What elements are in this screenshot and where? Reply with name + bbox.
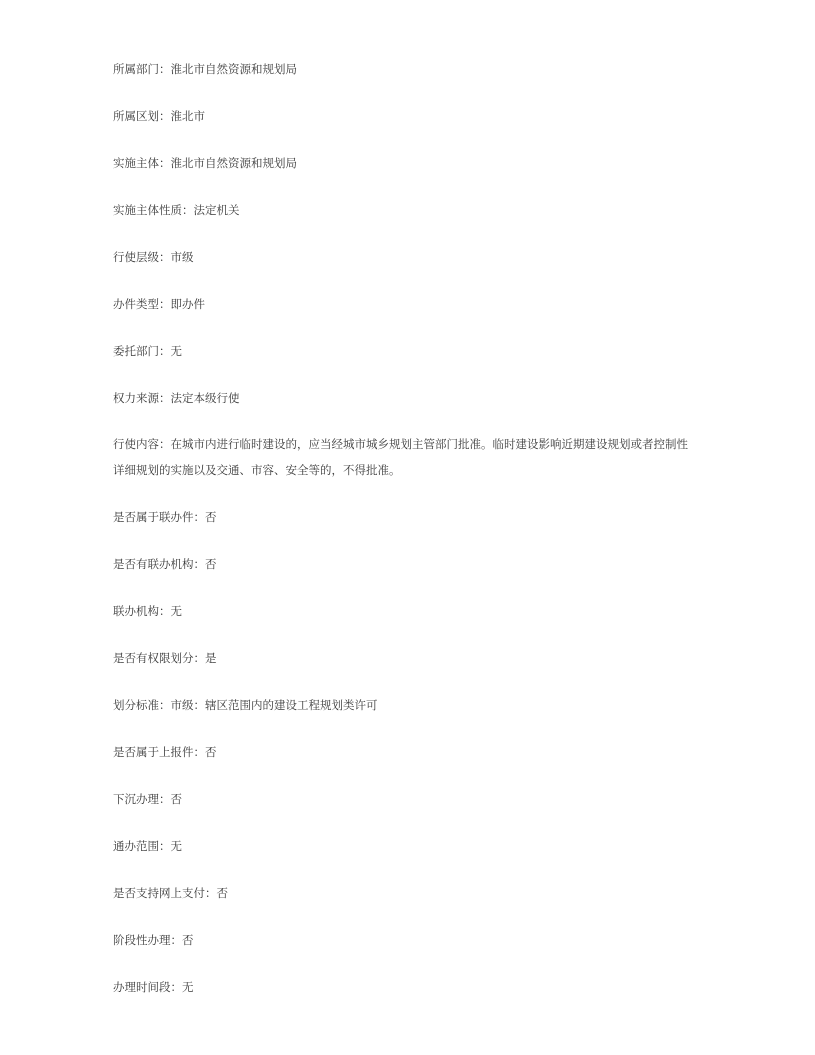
- field-label: 通办范围：: [113, 839, 171, 853]
- field-universal-scope: [113, 838, 713, 854]
- field-label: 是否支持网上支付：: [113, 886, 217, 900]
- field-case-type: [113, 296, 713, 312]
- field-label: 是否有联办机构：: [113, 557, 205, 571]
- field-sink-handling: [113, 791, 713, 807]
- field-value: 法定本级行使: [170, 391, 240, 405]
- field-label: 委托部门：: [113, 344, 171, 358]
- field-division-standard: [113, 697, 713, 713]
- field-value: 否: [205, 510, 217, 524]
- field-level: [113, 249, 713, 265]
- field-exercise-content: [113, 431, 688, 483]
- field-label: 权力来源：: [113, 391, 171, 405]
- field-entrusted-department: [113, 343, 713, 359]
- field-value: 无: [170, 839, 182, 853]
- field-label: 所属部门：: [113, 62, 171, 76]
- field-value: 无: [182, 980, 194, 994]
- field-label: 是否属于上报件：: [113, 745, 205, 759]
- field-value: 无: [170, 344, 182, 358]
- field-authority-division: [113, 650, 713, 666]
- field-joint-case: [113, 509, 713, 525]
- field-reported-case: [113, 744, 713, 760]
- field-department: [113, 61, 713, 77]
- field-label: 办件类型：: [113, 297, 171, 311]
- field-region: [113, 108, 713, 124]
- field-label: 划分标准：: [113, 698, 171, 712]
- field-joint-agency: [113, 603, 713, 619]
- field-label: 下沉办理：: [113, 792, 171, 806]
- field-label: 实施主体性质：: [113, 203, 194, 217]
- field-label: 行使层级：: [113, 250, 171, 264]
- field-value: 法定机关: [193, 203, 240, 217]
- field-value: 淮北市自然资源和规划局: [170, 156, 297, 170]
- field-power-source: [113, 390, 713, 406]
- field-label: 办理时间段：: [113, 980, 182, 994]
- field-value: 否: [170, 792, 182, 806]
- field-handling-time-period: [113, 979, 713, 995]
- field-label: 阶段性办理：: [113, 933, 182, 947]
- field-body-nature: [113, 202, 713, 218]
- field-value: 淮北市自然资源和规划局: [170, 62, 297, 76]
- field-value: 否: [182, 933, 194, 947]
- field-label: 行使内容：: [113, 437, 171, 451]
- field-label: 所属区划：: [113, 109, 171, 123]
- field-value: 市级：辖区范围内的建设工程规划类许可: [170, 698, 378, 712]
- field-value: 在城市内进行临时建设的，应当经城市城乡规划主管部门批准。临时建设影响近期建设规划或者控制性详细规划的实施以及交通、市容、安全等的，不得批准。: [113, 437, 688, 477]
- field-has-joint-agency: [113, 556, 713, 572]
- field-value: 市级: [170, 250, 194, 264]
- field-value: 无: [170, 604, 182, 618]
- field-label: 是否属于联办件：: [113, 510, 205, 524]
- field-online-payment: [113, 885, 713, 901]
- field-phased-handling: [113, 932, 713, 948]
- field-value: 否: [205, 745, 217, 759]
- field-implementing-body: [113, 155, 713, 171]
- field-value: 否: [205, 557, 217, 571]
- field-label: 实施主体：: [113, 156, 171, 170]
- field-value: 是: [205, 651, 217, 665]
- field-value: 即办件: [170, 297, 205, 311]
- field-label: 是否有权限划分：: [113, 651, 205, 665]
- field-value: 淮北市: [170, 109, 205, 123]
- field-value: 否: [216, 886, 228, 900]
- field-label: 联办机构：: [113, 604, 171, 618]
